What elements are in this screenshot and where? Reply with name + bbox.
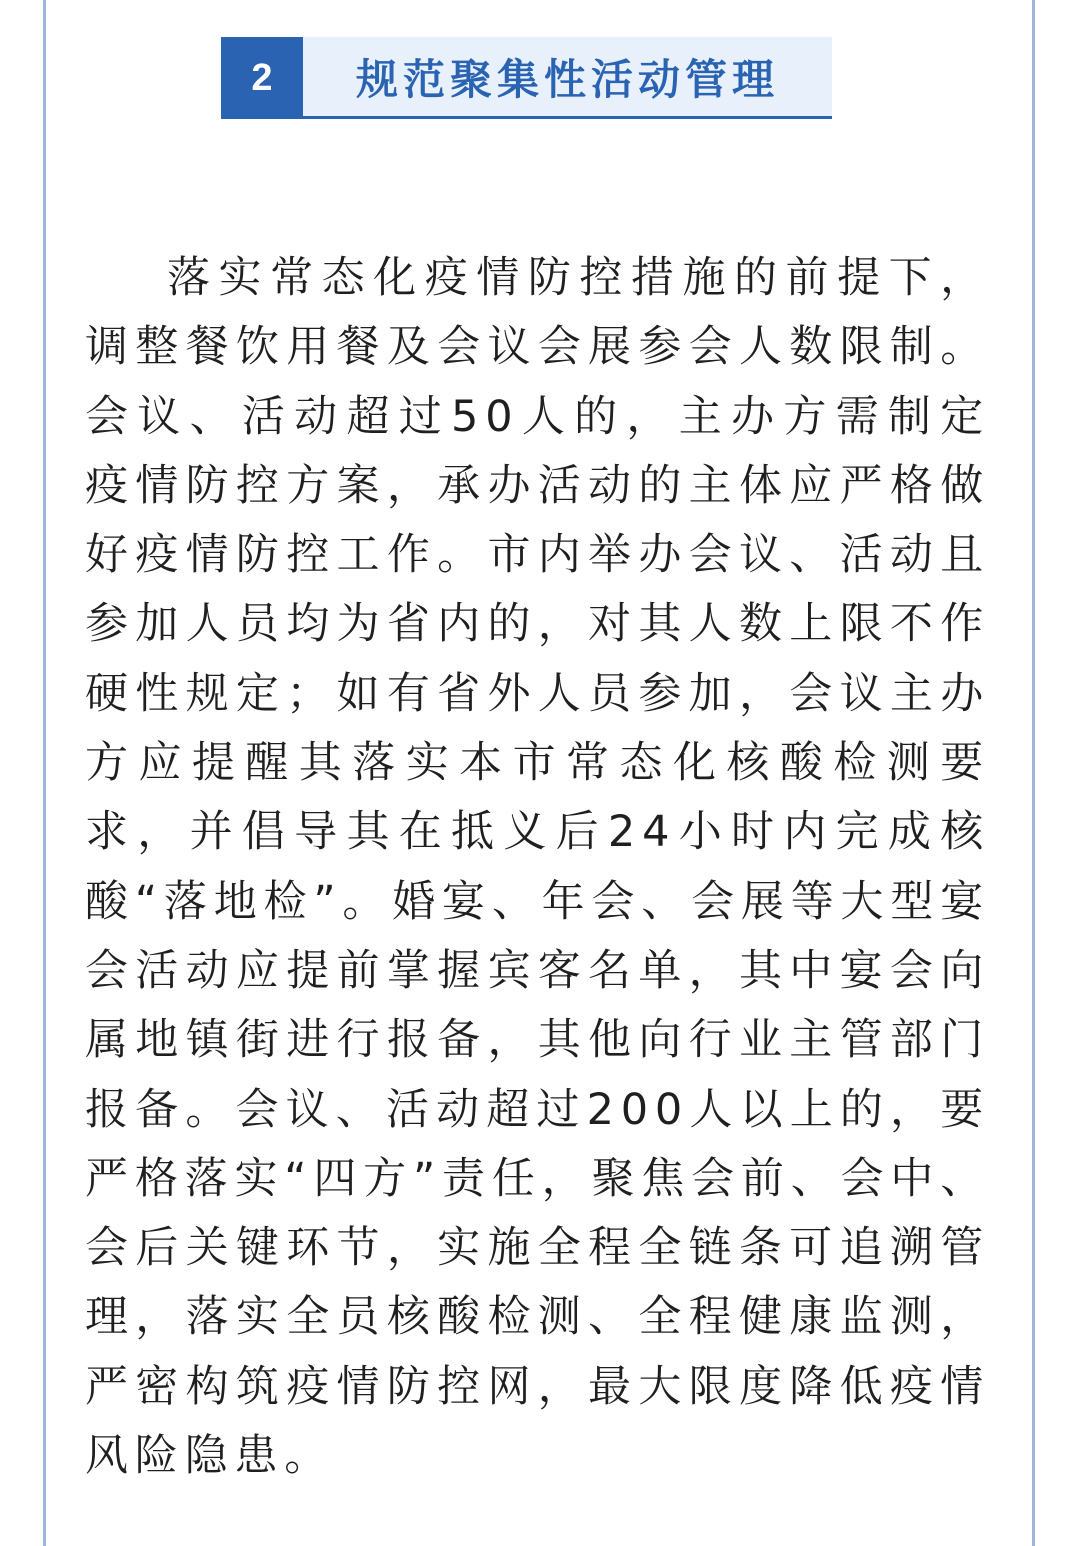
- section-number-badge: 2: [221, 37, 303, 119]
- left-border-line: [43, 0, 46, 1546]
- section-header: [221, 37, 832, 119]
- body-paragraph: 落实常态化疫情防控措施的前提下，调整餐饮用餐及会议会展参会人数限制。会议、活动超过50人的，主办方需制定疫情防控方案，承办活动的主体应严格做好疫情防控工作。市内举办会议、活动且参加人员均为省内的，对其人数上限不作硬性规定；如有省外人员参加，会议主办方应提醒其落实本市常态化核酸检测要求，并倡导其在抵义后24小时内完成核酸“落地检”。婚宴、年会、会展等大型宴会活动应提前掌握宾客名单，其中宴会向属地镇街进行报备，其他向行业主管部门报备。会议、活动超过200人以上的，要严格落实“四方”责任，聚焦会前、会中、会后关键环节，实施全程全链条可追溯管理，落实全员核酸检测、全程健康监测，严密构筑疫情防控网，最大限度降低疫情风险隐患。: [85, 253, 990, 1482]
- section-title: 规范聚集性活动管理: [303, 37, 832, 119]
- right-border-line: [1032, 0, 1035, 1546]
